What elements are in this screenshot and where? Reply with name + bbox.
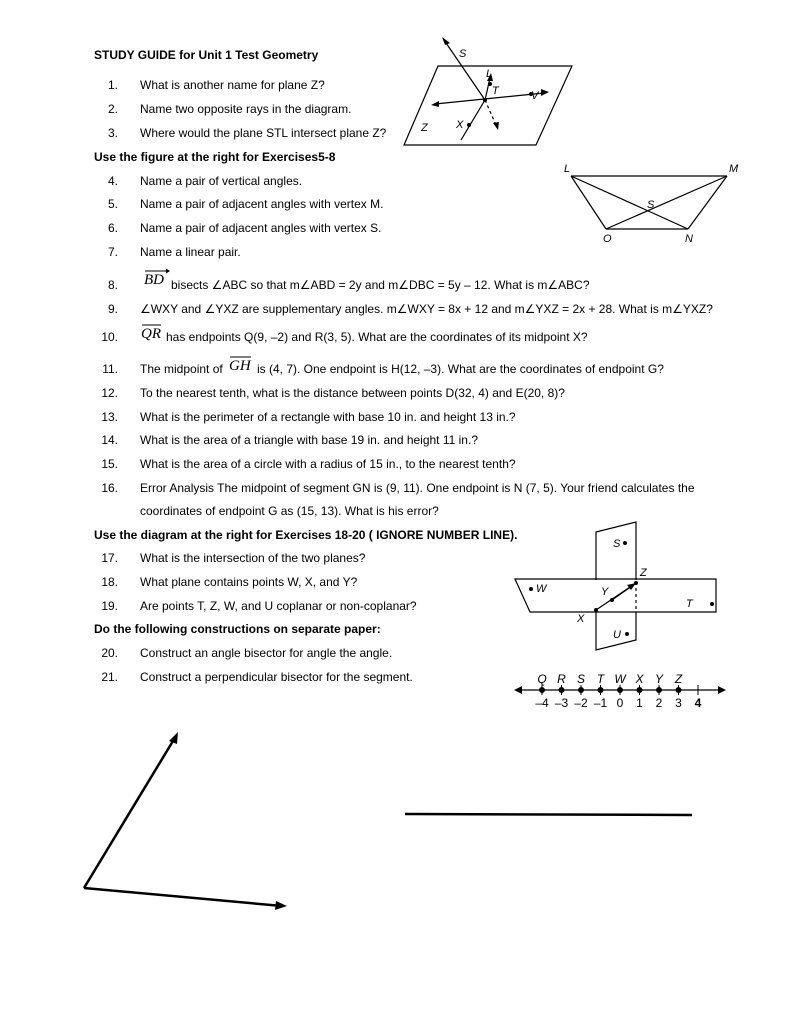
page-title: STUDY GUIDE for Unit 1 Test Geometry [94,48,319,62]
section-heading: Use the diagram at the right for Exercises 18-20 ( IGNORE NUMBER LINE). [94,528,518,542]
label-x: X [577,613,585,625]
question-number: 17. [101,551,118,565]
number-line-tick-label: 1 [636,696,643,710]
question-number: 2. [107,102,118,116]
number-line-tick-label: 0 [616,696,624,710]
number-line-tick-label: –1 [593,696,608,710]
question-number: 13. [101,410,118,424]
label-x: X [456,119,464,131]
question-number: 19. [101,599,118,613]
number-line-point-label: Z [674,672,683,686]
question-text: Construct an angle bisector for angle the angle. [140,646,393,660]
question-number: 12. [101,386,118,400]
segment-name: GH [229,358,251,374]
question-prefix: The midpoint of [140,362,223,376]
number-line-tick-label: 3 [675,696,682,710]
question-text: What is the intersection of the two planes? [140,551,366,565]
section-heading: Do the following constructions on separate paper: [94,622,381,636]
label-m: M [729,163,739,175]
question-number: 15. [101,457,118,471]
ray-name: BD [144,272,164,288]
question-number: 10. [101,330,118,344]
question-number: 18. [101,575,118,589]
number-line-point-label: R [557,672,566,686]
question-text: is (4, 7). One endpoint is H(12, –3). What are the coordinates of endpoint G? [257,362,664,376]
label-t: T [686,598,693,610]
label-s: S [459,48,467,60]
question-number: 5. [107,197,118,211]
label-z: Z [640,567,647,579]
label-u: U [613,629,621,641]
question-text: To the nearest tenth, what is the distance between points D(32, 4) and E(20, 8)? [140,386,565,400]
question-text: What is the area of a triangle with base 19 in. and height 11 in.? [140,433,478,447]
label-n: N [685,233,693,245]
question-text: What is another name for plane Z? [140,78,325,92]
label-v: V [531,90,539,102]
question-text: Name a pair of adjacent angles with vertex S. [140,221,382,235]
question-text: Name two opposite rays in the diagram. [140,102,352,116]
number-line-tick-label: 2 [655,696,663,710]
question-number: 20. [101,646,118,660]
label-z: Z [421,122,428,134]
question-text: Name a pair of adjacent angles with vertex M. [140,197,384,211]
question-number: 16. [101,481,118,495]
question-number: 6. [107,221,118,235]
question-number: 14. [101,433,118,447]
question-text: has endpoints Q(9, –2) and R(3, 5). What are the coordinates of its midpoint X? [166,330,588,344]
question-text: ∠WXY and ∠YXZ are supplementary angles. m∠WXY = 8x + 12 and m∠YXZ = 2x + 28. What is m∠YXZ? [140,302,713,316]
number-line-tick-label: 4 [694,696,702,710]
number-line-tick-label: –4 [535,696,549,710]
section-heading: Use the figure at the right for Exercises5-8 [94,150,336,164]
number-line-tick-label: –3 [554,696,569,710]
number-line-point-label: T [596,672,605,686]
label-s: S [613,538,621,550]
question-number: 21. [101,670,118,684]
question-number: 3. [107,126,118,140]
label-s: S [647,199,655,211]
segment-name: QR [141,326,161,342]
question-text: Construct a perpendicular bisector for the segment. [140,670,413,684]
question-text: What is the area of a circle with a radius of 15 in., to the nearest tenth? [140,457,516,471]
question-number: 1. [107,78,118,92]
label-y: Y [601,586,609,598]
question-text: Error Analysis The midpoint of segment GN is (9, 11). One endpoint is N (7, 5). Your friend calculates the [140,481,695,495]
label-l: L [486,68,493,80]
number-line-point-label: Y [654,672,663,686]
number-line-point-label: X [635,672,644,686]
question-number: 7. [107,245,118,259]
label-w: W [536,583,547,595]
number-line-point-label: W [614,672,626,686]
question-text-continued: coordinates of endpoint G as (15, 13). What is his error? [140,504,439,518]
question-number: 11. [102,362,118,376]
label-t: T [492,85,499,97]
label-o: O [603,233,612,245]
question-text: Are points T, Z, W, and U coplanar or non-coplanar? [140,599,417,613]
question-number: 4. [107,174,118,188]
label-l: L [564,163,571,175]
question-text: What is the perimeter of a rectangle with base 10 in. and height 13 in.? [140,410,516,424]
question-text: bisects ∠ABC so that m∠ABD = 2y and m∠DBC = 5y – 12. What is m∠ABC? [171,278,590,292]
number-line-point-label: S [576,672,585,686]
question-text: Name a pair of vertical angles. [140,174,303,188]
question-text: Where would the plane STL intersect plane Z? [140,126,387,140]
question-text: What plane contains points W, X, and Y? [140,575,358,589]
number-line-tick-label: –2 [574,696,588,710]
question-number: 9. [107,302,118,316]
question-text: Name a linear pair. [140,245,241,259]
number-line-point-label: Q [537,672,547,686]
question-number: 8. [107,278,118,292]
